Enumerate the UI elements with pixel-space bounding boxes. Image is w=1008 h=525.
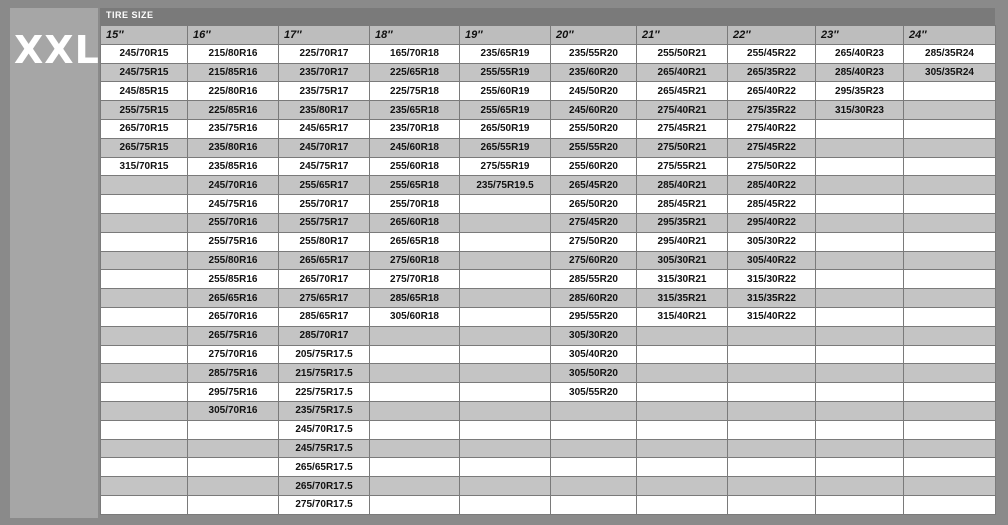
- tire-size-cell: [728, 401, 816, 420]
- tire-size-cell: [460, 307, 551, 326]
- tire-size-cell: 285/75R16: [188, 364, 279, 383]
- tire-size-cell: [637, 326, 728, 345]
- tire-size-cell: 295/40R22: [728, 213, 816, 232]
- table-row: [101, 63, 996, 82]
- tire-size-cell: [101, 401, 188, 420]
- table-row: [101, 270, 996, 289]
- tire-size-cell: [816, 138, 904, 157]
- tire-size-cell: [904, 495, 996, 514]
- tire-size-cell: 255/65R17: [279, 176, 370, 195]
- tire-size-cell: 225/80R16: [188, 82, 279, 101]
- tire-size-cell: [728, 439, 816, 458]
- tire-size-cell: [188, 420, 279, 439]
- tire-size-cell: [101, 477, 188, 496]
- tire-size-cell: [816, 251, 904, 270]
- tire-size-cell: 235/80R16: [188, 138, 279, 157]
- tire-size-cell: [101, 195, 188, 214]
- table-row: [101, 383, 996, 402]
- tire-size-cell: [904, 458, 996, 477]
- table-row: [101, 345, 996, 364]
- tire-size-cell: 275/45R21: [637, 119, 728, 138]
- tire-size-cell: 295/55R20: [551, 307, 637, 326]
- tire-size-cell: [816, 213, 904, 232]
- table-row: [101, 82, 996, 101]
- tire-size-cell: 255/65R19: [460, 101, 551, 120]
- tire-size-cell: [637, 401, 728, 420]
- tire-size-cell: [728, 458, 816, 477]
- tire-size-cell: [460, 420, 551, 439]
- tire-size-cell: [101, 213, 188, 232]
- tire-size-cell: [904, 213, 996, 232]
- tire-size-cell: 255/60R20: [551, 157, 637, 176]
- tire-size-cell: [816, 383, 904, 402]
- tire-size-cell: [460, 439, 551, 458]
- tire-size-cell: 255/75R17: [279, 213, 370, 232]
- tire-size-cell: 285/45R22: [728, 195, 816, 214]
- tire-size-cell: [101, 289, 188, 308]
- tire-size-cell: [904, 270, 996, 289]
- tire-size-cell: 315/40R21: [637, 307, 728, 326]
- tire-size-cell: 305/70R16: [188, 401, 279, 420]
- column-header: 16″: [188, 26, 279, 45]
- tire-size-cell: 275/40R22: [728, 119, 816, 138]
- tire-size-cell: 255/80R17: [279, 232, 370, 251]
- tire-size-cell: [551, 458, 637, 477]
- tire-size-cell: [460, 495, 551, 514]
- tire-size-cell: [101, 270, 188, 289]
- tire-size-cell: [460, 251, 551, 270]
- tire-size-cell: [904, 401, 996, 420]
- tire-size-cell: [551, 401, 637, 420]
- tire-size-cell: 285/65R18: [370, 289, 460, 308]
- tire-size-cell: 285/65R17: [279, 307, 370, 326]
- tire-size-cell: 295/40R21: [637, 232, 728, 251]
- tire-size-cell: [101, 439, 188, 458]
- tire-size-cell: 255/75R15: [101, 101, 188, 120]
- tire-size-cell: [904, 420, 996, 439]
- tire-size-cell: [370, 364, 460, 383]
- tire-size-cell: [370, 326, 460, 345]
- tire-size-cell: 285/55R20: [551, 270, 637, 289]
- tire-size-cell: 285/70R17: [279, 326, 370, 345]
- tire-size-cell: 285/40R23: [816, 63, 904, 82]
- tire-size-cell: [370, 439, 460, 458]
- tire-size-cell: 245/50R20: [551, 82, 637, 101]
- table-row: [101, 232, 996, 251]
- tire-size-cell: 235/75R17: [279, 82, 370, 101]
- tire-size-cell: 215/75R17.5: [279, 364, 370, 383]
- tire-size-cell: 225/75R18: [370, 82, 460, 101]
- table-row: [101, 44, 996, 63]
- tire-size-cell: [188, 495, 279, 514]
- tire-size-cell: [816, 195, 904, 214]
- chart-title: TIRE SIZE: [106, 10, 154, 20]
- tire-size-cell: [904, 345, 996, 364]
- tire-size-cell: 275/50R21: [637, 138, 728, 157]
- tire-size-cell: 265/45R20: [551, 176, 637, 195]
- table-row: [101, 458, 996, 477]
- tire-size-cell: 315/70R15: [101, 157, 188, 176]
- tire-size-cell: [904, 326, 996, 345]
- tire-size-cell: 255/65R18: [370, 176, 460, 195]
- tire-size-cell: 265/65R17.5: [279, 458, 370, 477]
- tire-size-cell: [460, 345, 551, 364]
- tire-size-cell: 245/65R17: [279, 119, 370, 138]
- tire-size-cell: [551, 439, 637, 458]
- tire-size-cell: [637, 364, 728, 383]
- tire-size-cell: 315/40R22: [728, 307, 816, 326]
- tire-size-cell: [188, 477, 279, 496]
- tire-size-cell: 305/35R24: [904, 63, 996, 82]
- tire-size-cell: 305/30R21: [637, 251, 728, 270]
- tire-size-cell: 265/65R18: [370, 232, 460, 251]
- table-row: [101, 326, 996, 345]
- tire-size-cell: [637, 439, 728, 458]
- tire-size-cell: 245/85R15: [101, 82, 188, 101]
- tire-size-cell: 255/80R16: [188, 251, 279, 270]
- table-row: [101, 420, 996, 439]
- tire-size-cell: [637, 495, 728, 514]
- tire-size-cell: [637, 345, 728, 364]
- title-band: [100, 8, 995, 25]
- tire-size-cell: [904, 251, 996, 270]
- tire-size-table: [100, 25, 996, 515]
- tire-size-cell: 275/60R18: [370, 251, 460, 270]
- tire-size-cell: [551, 495, 637, 514]
- tire-size-cell: 285/40R21: [637, 176, 728, 195]
- tire-size-cell: 215/85R16: [188, 63, 279, 82]
- tire-size-cell: [101, 495, 188, 514]
- tire-size-cell: 305/40R22: [728, 251, 816, 270]
- tire-size-cell: 235/75R17.5: [279, 401, 370, 420]
- table-row: [101, 213, 996, 232]
- tire-size-cell: 245/70R17.5: [279, 420, 370, 439]
- tire-size-cell: 275/35R22: [728, 101, 816, 120]
- tire-size-cell: [904, 101, 996, 120]
- tire-size-cell: [816, 439, 904, 458]
- tire-size-cell: [370, 345, 460, 364]
- tire-size-cell: [370, 420, 460, 439]
- tire-size-cell: 265/70R15: [101, 119, 188, 138]
- tire-size-cell: 235/70R17: [279, 63, 370, 82]
- tire-size-cell: 255/60R18: [370, 157, 460, 176]
- column-header: 21″: [637, 26, 728, 45]
- tire-size-cell: 275/50R22: [728, 157, 816, 176]
- tire-size-cell: [904, 289, 996, 308]
- tire-size-cell: 235/60R20: [551, 63, 637, 82]
- column-header: 23″: [816, 26, 904, 45]
- tire-size-cell: [637, 477, 728, 496]
- tire-size-cell: 245/75R17.5: [279, 439, 370, 458]
- tire-size-cell: [904, 364, 996, 383]
- tire-size-cell: [551, 477, 637, 496]
- column-header: 22″: [728, 26, 816, 45]
- table-row: [101, 157, 996, 176]
- table-row: [101, 495, 996, 514]
- tire-size-cell: 315/30R23: [816, 101, 904, 120]
- tire-size-cell: 255/50R21: [637, 44, 728, 63]
- tire-size-cell: [904, 119, 996, 138]
- tire-size-cell: 255/75R16: [188, 232, 279, 251]
- tire-size-cell: [904, 307, 996, 326]
- tire-size-cell: 275/70R16: [188, 345, 279, 364]
- column-header-row: [101, 26, 996, 45]
- column-header: 20″: [551, 26, 637, 45]
- tire-size-cell: 275/60R20: [551, 251, 637, 270]
- tire-size-cell: 255/70R18: [370, 195, 460, 214]
- tire-size-cell: 255/55R19: [460, 63, 551, 82]
- tire-size-cell: [101, 232, 188, 251]
- tire-size-cell: [460, 213, 551, 232]
- tire-size-cell: [101, 458, 188, 477]
- tire-size-cell: 255/55R20: [551, 138, 637, 157]
- tire-size-cell: [551, 420, 637, 439]
- tire-size-cell: 285/40R22: [728, 176, 816, 195]
- tire-size-cell: [904, 477, 996, 496]
- table-row: [101, 364, 996, 383]
- tire-size-cell: [101, 251, 188, 270]
- tire-size-cell: 275/65R17: [279, 289, 370, 308]
- tire-size-cell: 235/65R18: [370, 101, 460, 120]
- tire-size-cell: [816, 232, 904, 251]
- tire-size-cell: [816, 401, 904, 420]
- tire-size-cell: [816, 477, 904, 496]
- tire-size-cell: 295/75R16: [188, 383, 279, 402]
- tire-size-cell: 165/70R18: [370, 44, 460, 63]
- tire-size-cell: 205/75R17.5: [279, 345, 370, 364]
- tire-size-cell: [904, 157, 996, 176]
- tire-size-cell: 285/60R20: [551, 289, 637, 308]
- tire-size-cell: [904, 176, 996, 195]
- tire-size-cell: 265/55R19: [460, 138, 551, 157]
- tire-size-cell: [728, 477, 816, 496]
- tire-size-cell: [460, 289, 551, 308]
- tire-size-cell: 265/60R18: [370, 213, 460, 232]
- tire-size-cell: 265/70R17: [279, 270, 370, 289]
- tire-size-cell: [101, 364, 188, 383]
- tire-size-cell: [460, 270, 551, 289]
- table-body: [101, 44, 996, 514]
- tire-size-cell: 245/75R17: [279, 157, 370, 176]
- tire-size-cell: 225/85R16: [188, 101, 279, 120]
- table-row: [101, 439, 996, 458]
- tire-size-cell: [370, 383, 460, 402]
- tire-size-cell: 265/50R20: [551, 195, 637, 214]
- tire-size-cell: [816, 289, 904, 308]
- tire-size-cell: [460, 364, 551, 383]
- size-class-sidebar: [10, 8, 98, 518]
- tire-size-cell: 245/60R18: [370, 138, 460, 157]
- tire-size-cell: 275/50R20: [551, 232, 637, 251]
- tire-size-cell: 235/75R19.5: [460, 176, 551, 195]
- tire-size-cell: 265/75R15: [101, 138, 188, 157]
- tire-size-cell: [728, 326, 816, 345]
- tire-size-cell: [101, 176, 188, 195]
- tire-size-cell: [188, 458, 279, 477]
- tire-size-cell: [370, 477, 460, 496]
- tire-size-cell: 245/70R17: [279, 138, 370, 157]
- tire-size-cell: [816, 364, 904, 383]
- tire-size-cell: [728, 495, 816, 514]
- tire-size-cell: 265/70R17.5: [279, 477, 370, 496]
- tire-size-cell: [101, 307, 188, 326]
- tire-size-cell: 235/55R20: [551, 44, 637, 63]
- tire-size-cell: 315/35R21: [637, 289, 728, 308]
- tire-size-cell: 315/30R21: [637, 270, 728, 289]
- column-header: 15″: [101, 26, 188, 45]
- tire-size-cell: 315/30R22: [728, 270, 816, 289]
- tire-size-cell: 305/30R20: [551, 326, 637, 345]
- tire-size-cell: 235/70R18: [370, 119, 460, 138]
- tire-size-cell: [816, 458, 904, 477]
- tire-size-cell: [460, 477, 551, 496]
- tire-size-cell: 225/75R17.5: [279, 383, 370, 402]
- tire-size-cell: [904, 195, 996, 214]
- tire-size-cell: [460, 401, 551, 420]
- tire-size-cell: 275/55R19: [460, 157, 551, 176]
- tire-size-cell: 265/45R21: [637, 82, 728, 101]
- tire-size-cell: [728, 364, 816, 383]
- tire-size-cell: 285/45R21: [637, 195, 728, 214]
- tire-size-cell: [816, 495, 904, 514]
- tire-size-cell: 265/50R19: [460, 119, 551, 138]
- tire-size-cell: 235/75R16: [188, 119, 279, 138]
- tire-size-cell: 265/75R16: [188, 326, 279, 345]
- tire-size-cell: 275/70R17.5: [279, 495, 370, 514]
- tire-size-cell: [816, 307, 904, 326]
- tire-size-cell: [101, 345, 188, 364]
- tire-size-cell: [101, 326, 188, 345]
- column-header: 19″: [460, 26, 551, 45]
- tire-size-cell: 225/70R17: [279, 44, 370, 63]
- column-header: 17″: [279, 26, 370, 45]
- table-row: [101, 101, 996, 120]
- table-row: [101, 176, 996, 195]
- table-row: [101, 195, 996, 214]
- tire-size-cell: [637, 420, 728, 439]
- table-row: [101, 251, 996, 270]
- tire-size-cell: 305/55R20: [551, 383, 637, 402]
- tire-size-cell: 275/55R21: [637, 157, 728, 176]
- tire-size-cell: 255/45R22: [728, 44, 816, 63]
- tire-size-cell: [728, 420, 816, 439]
- tire-size-cell: 305/40R20: [551, 345, 637, 364]
- tire-size-cell: [904, 138, 996, 157]
- tire-size-cell: 235/65R19: [460, 44, 551, 63]
- tire-size-cell: [370, 458, 460, 477]
- size-class-badge: XXL: [14, 28, 100, 72]
- tire-size-cell: [904, 439, 996, 458]
- tire-size-cell: [370, 495, 460, 514]
- tire-size-cell: 265/40R23: [816, 44, 904, 63]
- tire-size-cell: 245/75R16: [188, 195, 279, 214]
- tire-size-cell: [816, 270, 904, 289]
- tire-size-cell: 265/65R16: [188, 289, 279, 308]
- tire-size-cell: [904, 383, 996, 402]
- tire-size-cell: 255/60R19: [460, 82, 551, 101]
- tire-size-cell: [816, 420, 904, 439]
- column-header: 18″: [370, 26, 460, 45]
- tire-size-cell: [460, 383, 551, 402]
- tire-size-cell: [728, 383, 816, 402]
- tire-size-cell: 255/85R16: [188, 270, 279, 289]
- tire-size-cell: [816, 119, 904, 138]
- tire-size-cell: 295/35R23: [816, 82, 904, 101]
- tire-size-cell: [816, 157, 904, 176]
- tire-size-cell: [904, 232, 996, 251]
- tire-size-cell: [816, 326, 904, 345]
- tire-size-cell: [101, 420, 188, 439]
- tire-size-cell: 245/75R15: [101, 63, 188, 82]
- tire-size-cell: 265/35R22: [728, 63, 816, 82]
- tire-size-cell: 315/35R22: [728, 289, 816, 308]
- tire-size-cell: 275/70R18: [370, 270, 460, 289]
- tire-size-cell: [728, 345, 816, 364]
- table-row: [101, 307, 996, 326]
- tire-size-cell: 265/40R22: [728, 82, 816, 101]
- tire-size-cell: [101, 383, 188, 402]
- tire-size-cell: [460, 458, 551, 477]
- tire-size-cell: 235/80R17: [279, 101, 370, 120]
- tire-size-cell: 245/60R20: [551, 101, 637, 120]
- tire-size-cell: 275/45R22: [728, 138, 816, 157]
- tire-size-cell: 265/40R21: [637, 63, 728, 82]
- tire-size-cell: [460, 232, 551, 251]
- tire-size-cell: 305/50R20: [551, 364, 637, 383]
- tire-size-cell: 225/65R18: [370, 63, 460, 82]
- tire-size-cell: 245/70R15: [101, 44, 188, 63]
- tire-size-cell: [816, 345, 904, 364]
- tire-size-cell: 305/60R18: [370, 307, 460, 326]
- table-row: [101, 119, 996, 138]
- tire-size-cell: [460, 326, 551, 345]
- table-row: [101, 477, 996, 496]
- tire-size-cell: 275/45R20: [551, 213, 637, 232]
- tire-size-cell: 285/35R24: [904, 44, 996, 63]
- column-header: 24″: [904, 26, 996, 45]
- tire-size-cell: [460, 195, 551, 214]
- table-row: [101, 289, 996, 308]
- table-row: [101, 138, 996, 157]
- tire-size-cell: 235/85R16: [188, 157, 279, 176]
- tire-size-cell: 255/70R17: [279, 195, 370, 214]
- tire-size-cell: [816, 176, 904, 195]
- tire-size-cell: 255/70R16: [188, 213, 279, 232]
- tire-size-cell: 305/30R22: [728, 232, 816, 251]
- tire-size-cell: 265/65R17: [279, 251, 370, 270]
- tire-size-cell: [904, 82, 996, 101]
- tire-size-cell: 265/70R16: [188, 307, 279, 326]
- tire-size-cell: 275/40R21: [637, 101, 728, 120]
- table-row: [101, 401, 996, 420]
- tire-size-cell: 255/50R20: [551, 119, 637, 138]
- tire-size-cell: [637, 383, 728, 402]
- tire-size-cell: [370, 401, 460, 420]
- tire-size-cell: [637, 458, 728, 477]
- tire-size-cell: [188, 439, 279, 458]
- tire-size-cell: 215/80R16: [188, 44, 279, 63]
- tire-size-cell: 245/70R16: [188, 176, 279, 195]
- tire-size-cell: 295/35R21: [637, 213, 728, 232]
